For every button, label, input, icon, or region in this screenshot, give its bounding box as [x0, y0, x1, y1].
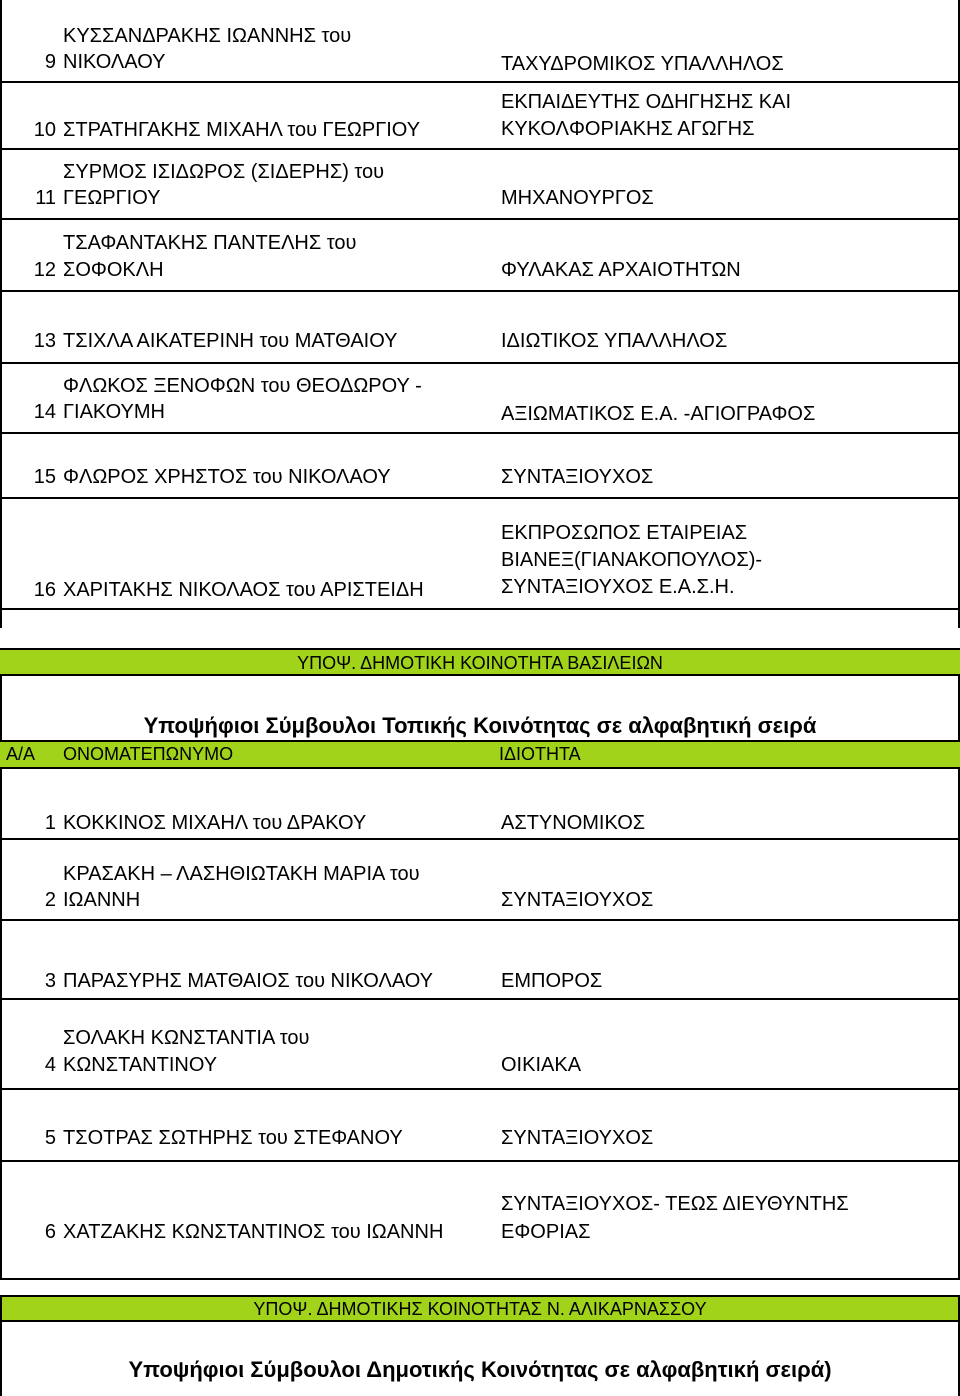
column-header-name: ΟΝΟΜΑΤΕΠΩΝΥΜΟ	[63, 744, 234, 764]
row-name-line: ΤΣΙΧΛΑ ΑΙΚΑΤΕΡΙΝΗ του ΜΑΤΘΑΙΟΥ	[63, 330, 398, 352]
row-number: 12	[33, 259, 56, 281]
row-role-line: ΣΥΝΤΑΞΙΟΥΧΟΣ	[501, 466, 654, 488]
section2-banner-text: ΥΠΟΨ. ΔΗΜΟΤΙΚΗ ΚΟΙΝΟΤΗΤΑ ΒΑΣΙΛΕΙΩΝ	[297, 653, 663, 673]
table-row	[0, 220, 960, 290]
row-divider	[0, 608, 960, 610]
row-role-line: ΒΙΑΝΕΞ(ΓΙΑΝΑΚΟΠΟΥΛΟΣ)-	[501, 549, 763, 571]
row-role-line: ΣΥΝΤΑΞΙΟΥΧΟΣ	[501, 889, 654, 911]
row-name-line: ΚΡΑΣΑΚΗ – ΛΑΣΗΘΙΩΤΑΚΗ ΜΑΡΙΑ του	[63, 863, 420, 885]
row-number: 15	[33, 466, 56, 488]
row-name-line: ΝΙΚΟΛΑΟΥ	[63, 51, 166, 73]
row-number: 11	[35, 187, 56, 209]
table-row	[0, 1162, 960, 1278]
row-role-line: ΙΔΙΩΤΙΚΟΣ ΥΠΑΛΛΗΛΟΣ	[501, 330, 728, 352]
row-role-line: ΣΥΝΤΑΞΙΟΥΧΟΣ Ε.Α.Σ.Η.	[501, 576, 735, 598]
row-name-line: ΤΣΟΤΡΑΣ ΣΩΤΗΡΗΣ του ΣΤΕΦΑΝΟΥ	[63, 1127, 403, 1149]
row-role-line: ΦΥΛΑΚΑΣ ΑΡΧΑΙΟΤΗΤΩΝ	[501, 259, 741, 281]
table-row	[0, 150, 960, 218]
row-role-line: ΜΗΧΑΝΟΥΡΓΟΣ	[501, 187, 654, 209]
row-role-line: ΤΑΧΥΔΡΟΜΙΚΟΣ ΥΠΑΛΛΗΛΟΣ	[501, 53, 784, 75]
row-name-line: ΦΛΩΚΟΣ ΞΕΝΟΦΩΝ του ΘΕΟΔΩΡΟΥ -	[63, 375, 422, 397]
row-number: 10	[33, 119, 56, 141]
row-name-line: ΙΩΑΝΝΗ	[63, 889, 141, 911]
row-number: 3	[44, 970, 56, 992]
table-row	[0, 1090, 960, 1160]
row-role-line: ΑΞΙΩΜΑΤΙΚΟΣ Ε.Α. -ΑΓΙΟΓΡΑΦΟΣ	[501, 403, 816, 425]
row-number: 2	[44, 889, 56, 911]
row-name-line: ΧΑΡΙΤΑΚΗΣ ΝΙΚΟΛΑΟΣ του ΑΡΙΣΤΕΙΔΗ	[63, 579, 424, 601]
row-role-line: ΟΙΚΙΑΚΑ	[501, 1054, 582, 1076]
table-row	[0, 364, 960, 432]
row-number: 5	[44, 1127, 56, 1149]
table-row	[0, 292, 960, 362]
row-name-line: ΚΥΣΣΑΝΔΡΑΚΗΣ ΙΩΑΝΝΗΣ του	[63, 25, 352, 47]
row-number: 6	[44, 1221, 56, 1243]
row-number: 9	[44, 51, 56, 73]
section3-heading: Υποψήφιοι Σύμβουλοι Δημοτικής Κοινότητας σε αλφαβητική σειρά)	[128, 1357, 832, 1382]
table-row	[0, 0, 960, 83]
row-name-line: ΣΤΡΑΤΗΓΑΚΗΣ ΜΙΧΑΗΛ του ΓΕΩΡΓΙΟΥ	[63, 119, 421, 141]
row-name-line: ΧΑΤΖΑΚΗΣ ΚΩΝΣΤΑΝΤΙΝΟΣ του ΙΩΑΝΝΗ	[63, 1221, 444, 1243]
row-role-line: ΕΚΠΑΙΔΕΥΤΗΣ ΟΔΗΓΗΣΗΣ ΚΑΙ	[501, 91, 791, 113]
row-name-line: ΓΕΩΡΓΙΟΥ	[63, 187, 161, 209]
row-name-line: ΚΟΚΚΙΝΟΣ ΜΙΧΑΗΛ του ΔΡΑΚΟΥ	[63, 812, 367, 834]
row-number: 13	[33, 330, 56, 352]
table-row	[0, 769, 960, 838]
row-role-line: ΕΦΟΡΙΑΣ	[501, 1221, 591, 1243]
section2-heading: Υποψήφιοι Σύμβουλοι Τοπικής Κοινότητας σε αλφαβητική σειρά	[143, 713, 817, 738]
table-row	[0, 840, 960, 919]
row-name-line: ΚΩΝΣΤΑΝΤΙΝΟΥ	[63, 1054, 218, 1076]
row-name-line: ΣΟΛΑΚΗ ΚΩΝΣΤΑΝΤΙΑ του	[63, 1027, 310, 1049]
column-header-number: Α/Α	[6, 744, 36, 764]
row-name-line: ΠΑΡΑΣΥΡΗΣ ΜΑΤΘΑΙΟΣ του ΝΙΚΟΛΑΟΥ	[63, 970, 434, 992]
row-number: 14	[33, 401, 56, 423]
row-divider	[0, 1278, 960, 1280]
row-name-line: ΓΙΑΚΟΥΜΗ	[63, 401, 165, 423]
row-name-line: ΣΟΦΟΚΛΗ	[63, 259, 164, 281]
table-row	[0, 434, 960, 497]
row-number: 1	[44, 812, 56, 834]
row-number: 16	[33, 579, 56, 601]
banner-top-rule	[0, 648, 960, 650]
row-role-line: ΣΥΝΤΑΞΙΟΥΧΟΣ- ΤΕΩΣ ΔΙΕΥΘΥΝΤΗΣ	[501, 1193, 849, 1215]
row-number: 4	[44, 1054, 56, 1076]
row-role-line: ΣΥΝΤΑΞΙΟΥΧΟΣ	[501, 1127, 654, 1149]
table-row	[0, 499, 960, 608]
row-name-line: ΦΛΩΡΟΣ ΧΡΗΣΤΟΣ του ΝΙΚΟΛΑΟΥ	[63, 466, 391, 488]
column-header-role: ΙΔΙΟΤΗΤΑ	[499, 744, 581, 764]
row-name-line: ΤΣΑΦΑΝΤΑΚΗΣ ΠΑΝΤΕΛΗΣ του	[63, 232, 357, 254]
section3-banner-text: ΥΠΟΨ. ΔΗΜΟΤΙΚΗΣ ΚΟΙΝΟΤΗΤΑΣ Ν. ΑΛΙΚΑΡΝΑΣΣΟΥ	[253, 1299, 707, 1319]
table-row	[0, 83, 960, 148]
row-name-line: ΣΥΡΜΟΣ ΙΣΙΔΩΡΟΣ (ΣΙΔΕΡΗΣ) του	[63, 161, 385, 183]
table-row	[0, 1000, 960, 1088]
row-role-line: ΕΜΠΟΡΟΣ	[501, 970, 603, 992]
row-role-line: ΚΥΚΟΛΦΟΡΙΑΚΗΣ ΑΓΩΓΗΣ	[501, 118, 755, 140]
row-role-line: ΑΣΤΥΝΟΜΙΚΟΣ	[501, 812, 646, 834]
row-role-line: ΕΚΠΡΟΣΩΠΟΣ ΕΤΑΙΡΕΙΑΣ	[501, 522, 748, 544]
table-row	[0, 921, 960, 998]
